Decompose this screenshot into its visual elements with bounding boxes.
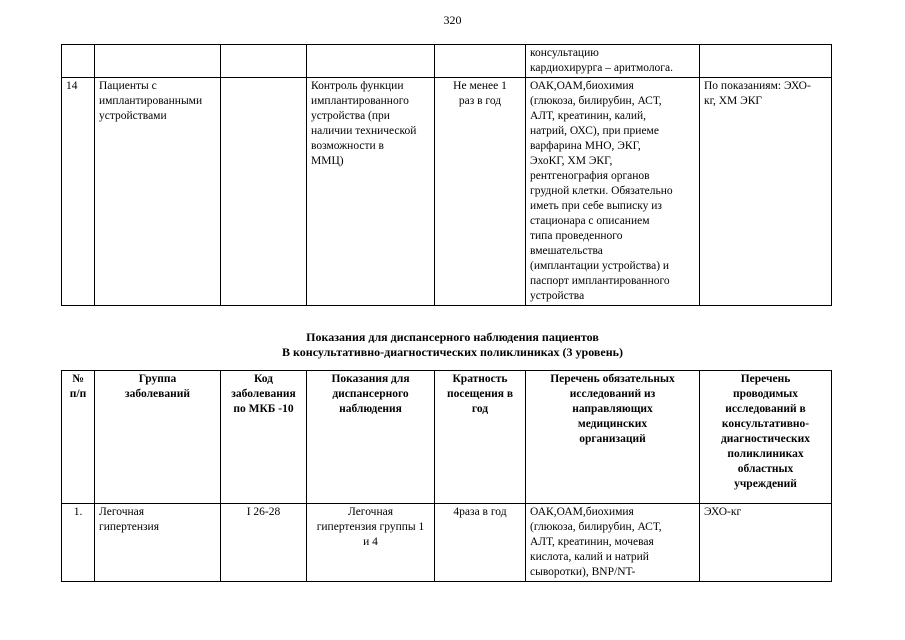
table-dispensary-level-3	[61, 370, 832, 582]
cell-required-tests: ОАК,ОАМ,биохимия (глюкоза, билирубин, АСТ, АЛТ, креатинин, мочевая кислота, калий и натрий сыворотки), BNP/NT-	[526, 504, 700, 582]
cell-num	[62, 45, 95, 78]
cell-additional-tests: По показаниям: ЭХО- кг, ХМ ЭКГ	[700, 78, 832, 306]
cell-required-tests: ОАК,ОАМ,биохимия (глюкоза, билирубин, АСТ, АЛТ, креатинин, калий, натрий, ОХС), при приеме варфарина МНО, ЭКГ, ЭхоКГ, ХМ ЭКГ, рентгенография органов грудной клетки. Обязательно иметь при себе выписку из стационара с описанием типа проведенного вмешательства (имплантации устройства) и паспорт имплантированного устройства	[526, 78, 700, 306]
cell-group: Пациенты с имплантированными устройствами	[95, 78, 221, 306]
table-row	[62, 504, 832, 582]
table-row	[62, 78, 832, 306]
header-frequency: Кратность посещения в год	[435, 371, 526, 504]
cell-indications: Контроль функции имплантированного устройства (при наличии технической возможности в ММЦ)	[307, 78, 435, 306]
header-num: № п/п	[62, 371, 95, 504]
cell-frequency	[435, 45, 526, 78]
table-continuation	[61, 44, 832, 306]
cell-required-tests: консультацию кардиохирурга – аритмолога.	[526, 45, 700, 78]
cell-indications: Легочная гипертензия группы 1 и 4	[307, 504, 435, 582]
page-number: 320	[443, 13, 462, 27]
cell-additional-tests	[700, 45, 832, 78]
section-title-line-1: Показания для диспансерного наблюдения пациентов	[306, 330, 599, 344]
cell-num: 14	[62, 78, 95, 306]
table-row	[62, 45, 832, 78]
header-group: Группа заболеваний	[95, 371, 221, 504]
table-header-row	[62, 371, 832, 504]
cell-num: 1.	[62, 504, 95, 582]
header-required-tests: Перечень обязательных исследований из направляющих медицинских организаций	[526, 371, 700, 504]
header-additional-tests: Перечень проводимых исследований в консультативно- диагностических поликлиниках областных учреждений	[700, 371, 832, 504]
section-title	[0, 330, 905, 360]
cell-code	[221, 45, 307, 78]
header-code: Код заболевания по МКБ -10	[221, 371, 307, 504]
cell-group	[95, 45, 221, 78]
cell-frequency: Не менее 1 раз в год	[435, 78, 526, 306]
cell-indications	[307, 45, 435, 78]
cell-code	[221, 78, 307, 306]
cell-code: I 26-28	[221, 504, 307, 582]
section-title-line-2: В консультативно-диагностических поликлиниках (3 уровень)	[282, 345, 623, 359]
cell-group: Легочная гипертензия	[95, 504, 221, 582]
header-indications: Показания для диспансерного наблюдения	[307, 371, 435, 504]
cell-frequency: 4раза в год	[435, 504, 526, 582]
cell-additional-tests: ЭХО-кг	[700, 504, 832, 582]
